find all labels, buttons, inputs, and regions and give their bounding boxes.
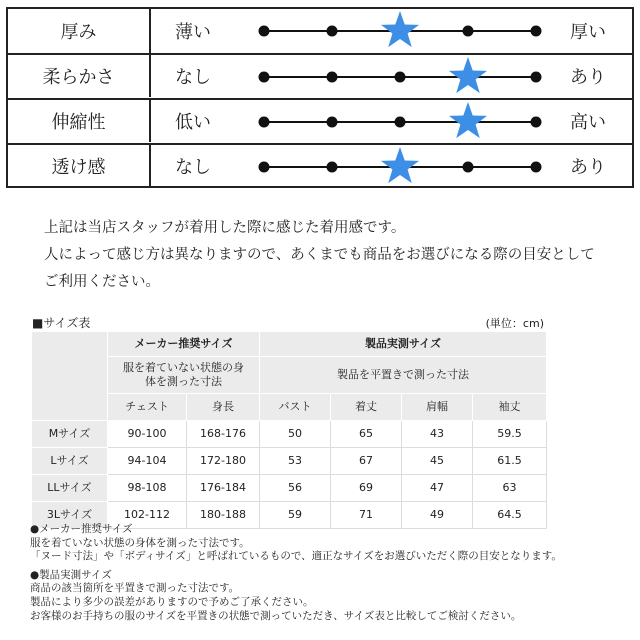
table-cell: 63 xyxy=(473,475,547,502)
size-row-header: Mサイズ xyxy=(32,421,108,448)
footnote-line: ●メーカー推奨サイズ xyxy=(30,523,133,535)
scale-dot xyxy=(531,117,542,128)
note-line: 人によって感じ方は異なりますので、あくまでも商品をお選びになる際の目安として xyxy=(44,247,595,263)
scale-dot xyxy=(531,26,542,37)
feel-label: 柔らかさ xyxy=(8,55,151,97)
feel-label: 厚み xyxy=(8,9,151,53)
column-header: バスト xyxy=(260,394,331,421)
scale-dot xyxy=(531,162,542,173)
star-icon xyxy=(449,57,487,93)
star-icon xyxy=(449,102,487,138)
feel-scale xyxy=(248,9,548,53)
footnote-line: 製品により多少の誤差がありますので予めご了承ください。 xyxy=(30,595,314,608)
table-cell: 43 xyxy=(402,421,473,448)
table-cell: 53 xyxy=(260,448,331,475)
feel-row-softness xyxy=(8,53,632,97)
scale-dot xyxy=(259,26,270,37)
footnote-line: 「ヌード寸法」や「ボディサイズ」と呼ばれているもので、適正なサイズをお選びいただく際の目安となります。 xyxy=(30,550,562,563)
scale-dot xyxy=(327,72,338,83)
feel-scale xyxy=(248,55,548,97)
table-row xyxy=(32,448,547,475)
table-cell: 98-108 xyxy=(108,475,187,502)
table-cell: 64.5 xyxy=(473,502,547,529)
note-line: 上記は当店スタッフが着用した際に感じた着用感です。 xyxy=(44,220,406,236)
scale-dot xyxy=(395,72,406,83)
corner-cell xyxy=(32,332,108,421)
scale-dot xyxy=(259,117,270,128)
table-cell: 180-188 xyxy=(187,502,260,529)
scale-dot xyxy=(395,117,406,128)
feel-row-thickness xyxy=(8,9,632,53)
scale-dot xyxy=(463,162,474,173)
table-cell: 69 xyxy=(331,475,402,502)
scale-dot xyxy=(327,117,338,128)
feel-low-label: なし xyxy=(175,67,211,88)
column-header: 身長 xyxy=(187,394,260,421)
table-cell: 56 xyxy=(260,475,331,502)
scale-dot xyxy=(531,72,542,83)
group-maker-header: メーカー推奨サイズ xyxy=(108,332,260,357)
feel-scale xyxy=(248,145,548,187)
feel-label: 伸縮性 xyxy=(8,100,151,142)
feel-low-label: なし xyxy=(175,157,211,178)
table-cell: 59 xyxy=(260,502,331,529)
feel-low-label: 低い xyxy=(175,112,211,133)
unit-label: (単位：cm) xyxy=(485,317,544,330)
table-cell: 71 xyxy=(331,502,402,529)
scale-dot xyxy=(259,162,270,173)
table-cell: 59.5 xyxy=(473,421,547,448)
maker-subheader xyxy=(108,357,260,394)
column-header: 袖丈 xyxy=(473,394,547,421)
note-line: ご利用ください。 xyxy=(44,274,160,290)
table-cell: 90-100 xyxy=(108,421,187,448)
column-header: チェスト xyxy=(108,394,187,421)
feel-label: 透け感 xyxy=(8,145,151,187)
scale-dot xyxy=(327,26,338,37)
star-icon xyxy=(381,11,419,47)
group-actual-header: 製品実測サイズ xyxy=(260,332,547,357)
table-cell: 45 xyxy=(402,448,473,475)
actual-subheader: 製品を平置きで測った寸法 xyxy=(260,357,547,394)
size-row-header: LLサイズ xyxy=(32,475,108,502)
scale-dot xyxy=(463,26,474,37)
maker-subheader-text: 服を着ていない状態の身体を測った寸法 xyxy=(123,361,244,388)
size-row-header: 3Lサイズ xyxy=(32,502,108,529)
footnotes xyxy=(30,523,635,623)
column-header: 肩幅 xyxy=(402,394,473,421)
feel-row-stretch xyxy=(8,98,632,142)
table-cell: 168-176 xyxy=(187,421,260,448)
table-cell: 176-184 xyxy=(187,475,260,502)
table-cell: 50 xyxy=(260,421,331,448)
feel-high-label: 厚い xyxy=(570,22,606,43)
footnote-line: 服を着ていない状態の身体を測った寸法です。 xyxy=(30,536,250,549)
table-cell: 61.5 xyxy=(473,448,547,475)
feel-high-label: あり xyxy=(570,67,606,88)
table-row xyxy=(32,475,547,502)
table-cell: 47 xyxy=(402,475,473,502)
feel-table xyxy=(6,7,634,188)
staff-notes xyxy=(44,215,604,296)
footnote-line: 商品の該当箇所を平置きで測った寸法です。 xyxy=(30,582,240,595)
feel-scale xyxy=(248,100,548,142)
star-icon xyxy=(381,147,419,183)
size-table-title: ■サイズ表 xyxy=(32,316,91,330)
feel-high-label: あり xyxy=(570,157,606,178)
scale-dot xyxy=(259,72,270,83)
feel-row-sheerness xyxy=(8,143,632,187)
table-cell: 102-112 xyxy=(108,502,187,529)
table-cell: 94-104 xyxy=(108,448,187,475)
table-cell: 172-180 xyxy=(187,448,260,475)
table-cell: 67 xyxy=(331,448,402,475)
footnote-line: お客様のお手持ちの服のサイズを平置きの状態で測っていただき、サイズ表と比較してご検討ください。 xyxy=(30,609,522,622)
feel-low-label: 薄い xyxy=(175,22,211,43)
column-header: 着丈 xyxy=(331,394,402,421)
table-cell: 65 xyxy=(331,421,402,448)
feel-high-label: 高い xyxy=(570,112,606,133)
table-cell: 49 xyxy=(402,502,473,529)
size-table xyxy=(31,331,547,529)
scale-dot xyxy=(327,162,338,173)
table-row xyxy=(32,421,547,448)
footnote-line: ●製品実測サイズ xyxy=(30,568,112,581)
size-row-header: Lサイズ xyxy=(32,448,108,475)
